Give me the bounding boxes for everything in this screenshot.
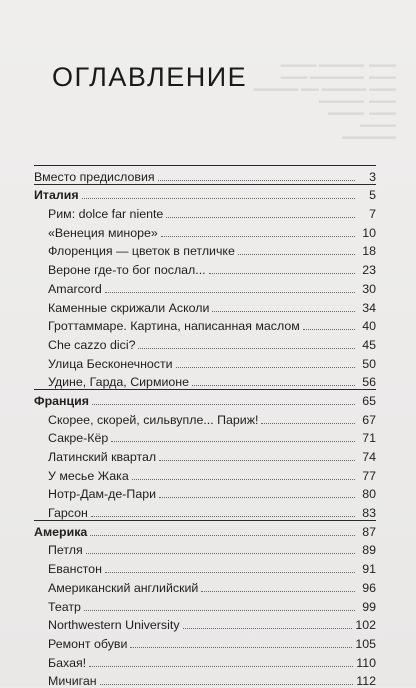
toc-entry-row[interactable] (34, 632, 376, 651)
toc-page-number: 96 (362, 580, 376, 595)
toc-entry-label: Мичиган (48, 674, 97, 688)
toc-entry-label: Гроттаммаре. Картина, написанная маслом (48, 319, 300, 334)
dot-leader (132, 479, 355, 480)
toc-entry-label: Скорее, скорей, сильвупле... Париж! (48, 412, 259, 427)
toc-page-number: 74 (362, 450, 376, 464)
toc-page-number: 10 (362, 225, 376, 240)
toc-page-number: 3 (369, 169, 376, 184)
dot-leader (89, 666, 353, 667)
toc-page-number: 45 (362, 337, 376, 352)
toc-page-number: 112 (356, 674, 376, 688)
toc-entry-row[interactable] (34, 670, 376, 688)
toc-entry-row[interactable] (34, 557, 376, 576)
toc-page-number: 18 (362, 244, 376, 259)
table-of-contents (34, 165, 376, 688)
toc-entry-row[interactable] (34, 614, 376, 633)
toc-entry-label: Латинский квартал (48, 450, 157, 464)
dot-leader (90, 535, 355, 536)
toc-page-number: 40 (362, 319, 376, 334)
toc-page-number: 110 (356, 655, 376, 670)
toc-entry-label: Еванстон (48, 562, 102, 577)
dot-leader (138, 348, 355, 349)
dot-leader (176, 367, 355, 368)
toc-entry-row[interactable] (34, 483, 376, 502)
toc-entry-row[interactable] (34, 408, 376, 427)
toc-entry-label: Гарсон (48, 506, 88, 521)
toc-page-number: 102 (355, 618, 376, 633)
dot-leader (303, 329, 355, 330)
toc-entry-row[interactable] (34, 277, 376, 296)
toc-entry-row[interactable] (34, 333, 376, 352)
toc-entry-label: У месье Жака (48, 468, 129, 483)
toc-entry-label: Улица Бесконечности (48, 356, 173, 371)
dot-leader (238, 254, 355, 255)
toc-entry-label: Рим: dolce far niente (48, 207, 164, 222)
dot-leader (166, 217, 355, 218)
dot-leader (105, 572, 355, 573)
dot-leader (209, 273, 355, 274)
toc-entry-label: Che cazzo dici? (48, 337, 136, 352)
dot-leader (91, 516, 355, 517)
toc-page-number: 65 (362, 393, 376, 408)
toc-entry-row[interactable] (34, 240, 376, 259)
toc-page-number: 87 (362, 524, 376, 539)
toc-page-number: 30 (362, 281, 376, 296)
toc-entry-label: Вместо предисловия (34, 169, 155, 184)
bleed-through-text: ▬▬▬▬ ▬▬▬▬▬ ▬▬▬ ▬▬▬ ▬▬▬▬▬▬ ▬▬▬ ▬▬▬▬▬ ▬▬ ▬▬▬▬▬ ▬▬▬ ▬▬▬▬▬ ▬▬▬ ▬▬▬▬ ▬▬▬ ▬▬▬▬ ▬▬▬▬▬▬ (253, 59, 396, 141)
toc-page-number: 80 (362, 487, 376, 502)
dot-leader (159, 497, 355, 498)
toc-entry-label: Бахая! (48, 655, 87, 670)
toc-entry-row[interactable] (34, 651, 376, 670)
toc-page-number: 7 (369, 207, 376, 222)
toc-entry-row[interactable] (34, 296, 376, 315)
toc-page-number: 105 (355, 636, 376, 651)
dot-leader (192, 385, 355, 386)
dot-leader (82, 198, 355, 199)
toc-entry-label: Удине, Гарда, Сирмионе (48, 375, 190, 390)
dot-leader (105, 292, 355, 293)
toc-entry-label: Нотр-Дам-де-Пари (48, 487, 157, 502)
toc-entry-row[interactable] (34, 165, 376, 184)
toc-page-number: 67 (362, 412, 376, 427)
dot-leader (161, 236, 355, 237)
dot-leader (159, 460, 355, 461)
toc-entry-label: Amarcord (48, 281, 102, 296)
dot-leader (84, 610, 355, 611)
toc-section-row[interactable] (34, 520, 376, 539)
toc-entry-row[interactable] (34, 221, 376, 240)
toc-entry-label: Американский английский (48, 580, 199, 595)
dot-leader (212, 311, 355, 312)
toc-entry-row[interactable] (34, 576, 376, 595)
dot-leader (261, 423, 355, 424)
toc-entry-row[interactable] (34, 501, 376, 520)
toc-page-number: 91 (362, 562, 376, 577)
toc-entry-row[interactable] (34, 258, 376, 277)
dot-leader (130, 647, 352, 648)
toc-entry-label: Northwestern University (48, 618, 180, 633)
toc-entry-label: Театр (48, 599, 81, 614)
toc-entry-label: Каменные скрижали Асколи (48, 300, 210, 315)
toc-section-row[interactable] (34, 184, 376, 203)
toc-entry-row[interactable] (34, 371, 376, 390)
toc-entry-label: Флоренция — цветок в петличке (48, 244, 235, 259)
page-title: ОГЛАВЛЕНИЕ (52, 62, 248, 92)
toc-entry-row[interactable] (34, 464, 376, 483)
toc-entry-label: Америка (34, 524, 88, 539)
dot-leader (100, 684, 354, 685)
toc-entry-label: Вероне где-то бог послал... (48, 263, 206, 278)
toc-section-row[interactable] (34, 389, 376, 408)
toc-page-number: 23 (362, 263, 376, 278)
toc-page-number: 56 (362, 375, 376, 390)
dot-leader (158, 180, 355, 181)
toc-page-number: 50 (362, 356, 376, 371)
toc-entry-label: Петля (48, 543, 83, 558)
toc-page-number: 99 (362, 599, 376, 614)
toc-page-number: 83 (362, 506, 376, 521)
toc-entry-row[interactable] (34, 202, 376, 221)
toc-entry-row[interactable] (34, 315, 376, 334)
toc-entry-row[interactable] (34, 352, 376, 371)
toc-page-number: 89 (362, 543, 376, 558)
toc-entry-label: Ремонт обуви (48, 636, 128, 651)
dot-leader (92, 404, 355, 405)
toc-entry-row[interactable] (34, 427, 376, 446)
toc-entry-row[interactable] (34, 595, 376, 614)
toc-page-number: 71 (362, 431, 376, 446)
toc-page-number: 77 (362, 468, 376, 483)
dot-leader (183, 628, 353, 629)
toc-entry-label: Италия (34, 188, 79, 203)
toc-entry-row[interactable] (34, 539, 376, 558)
toc-entry-row[interactable] (34, 445, 376, 464)
dot-leader (111, 441, 355, 442)
toc-page-number: 34 (362, 300, 376, 315)
dot-leader (86, 553, 355, 554)
dot-leader (201, 591, 355, 592)
toc-entry-label: «Венеция миноре» (48, 225, 158, 240)
toc-page-number: 5 (369, 188, 376, 203)
toc-entry-label: Франция (34, 393, 89, 408)
toc-entry-label: Сакре-Кёр (48, 431, 109, 446)
